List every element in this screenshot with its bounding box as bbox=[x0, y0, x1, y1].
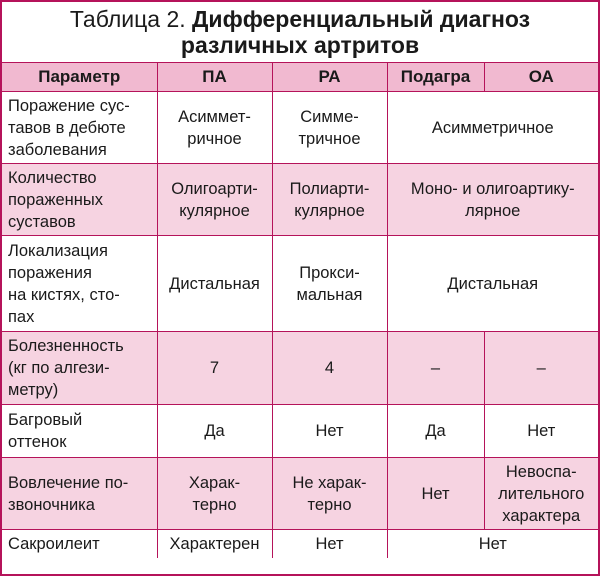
table-row bbox=[2, 530, 598, 558]
oa-cell: – bbox=[484, 332, 598, 405]
param-cell: Сакроилеит bbox=[2, 530, 157, 558]
param-cell: Багровый оттенок bbox=[2, 405, 157, 458]
pa-cell: 7 bbox=[157, 332, 272, 405]
caption-prefix: Таблица 2. bbox=[69, 6, 186, 32]
table-row bbox=[2, 236, 598, 332]
diagnosis-table bbox=[2, 62, 598, 558]
table-row bbox=[2, 92, 598, 164]
ra-cell: Нет bbox=[272, 405, 387, 458]
oa-cell: Невоспа- лительного характера bbox=[484, 458, 598, 530]
pa-cell: Да bbox=[157, 405, 272, 458]
ra-cell: Симме- тричное bbox=[272, 92, 387, 164]
gout-oa-cell: Асимметричное bbox=[387, 92, 598, 164]
header-pa: ПА bbox=[157, 63, 272, 92]
table-caption bbox=[2, 2, 598, 62]
gout-oa-cell: Моно- и олигоартику- лярное bbox=[387, 164, 598, 236]
ra-cell: Нет bbox=[272, 530, 387, 558]
param-cell: Локализация поражения на кистях, сто- пах bbox=[2, 236, 157, 332]
gout-oa-cell: Дистальная bbox=[387, 236, 598, 332]
table-row bbox=[2, 332, 598, 405]
header-oa: ОА bbox=[484, 63, 598, 92]
param-cell: Количество пораженных суставов bbox=[2, 164, 157, 236]
ra-cell: 4 bbox=[272, 332, 387, 405]
param-cell: Вовлечение по- звоночника bbox=[2, 458, 157, 530]
gout-cell: Нет bbox=[387, 458, 484, 530]
pa-cell: Харак- терно bbox=[157, 458, 272, 530]
table-row bbox=[2, 164, 598, 236]
header-row bbox=[2, 63, 598, 92]
gout-oa-cell: Нет bbox=[387, 530, 598, 558]
param-cell: Болезненность (кг по алгези- метру) bbox=[2, 332, 157, 405]
pa-cell: Дистальная bbox=[157, 236, 272, 332]
table-row bbox=[2, 458, 598, 530]
header-gout: Подагра bbox=[387, 63, 484, 92]
caption-title: Дифференциальный диагноз различных артритов bbox=[180, 6, 531, 58]
pa-cell: Характерен bbox=[157, 530, 272, 558]
param-cell: Поражение сус- тавов в дебюте заболевания bbox=[2, 92, 157, 164]
gout-cell: – bbox=[387, 332, 484, 405]
header-ra: РА bbox=[272, 63, 387, 92]
ra-cell: Полиарти- кулярное bbox=[272, 164, 387, 236]
ra-cell: Не харак- терно bbox=[272, 458, 387, 530]
oa-cell: Нет bbox=[484, 405, 598, 458]
pa-cell: Олигоарти- кулярное bbox=[157, 164, 272, 236]
table-row bbox=[2, 405, 598, 458]
header-param: Параметр bbox=[2, 63, 157, 92]
ra-cell: Прокси- мальная bbox=[272, 236, 387, 332]
pa-cell: Асиммет- ричное bbox=[157, 92, 272, 164]
gout-cell: Да bbox=[387, 405, 484, 458]
